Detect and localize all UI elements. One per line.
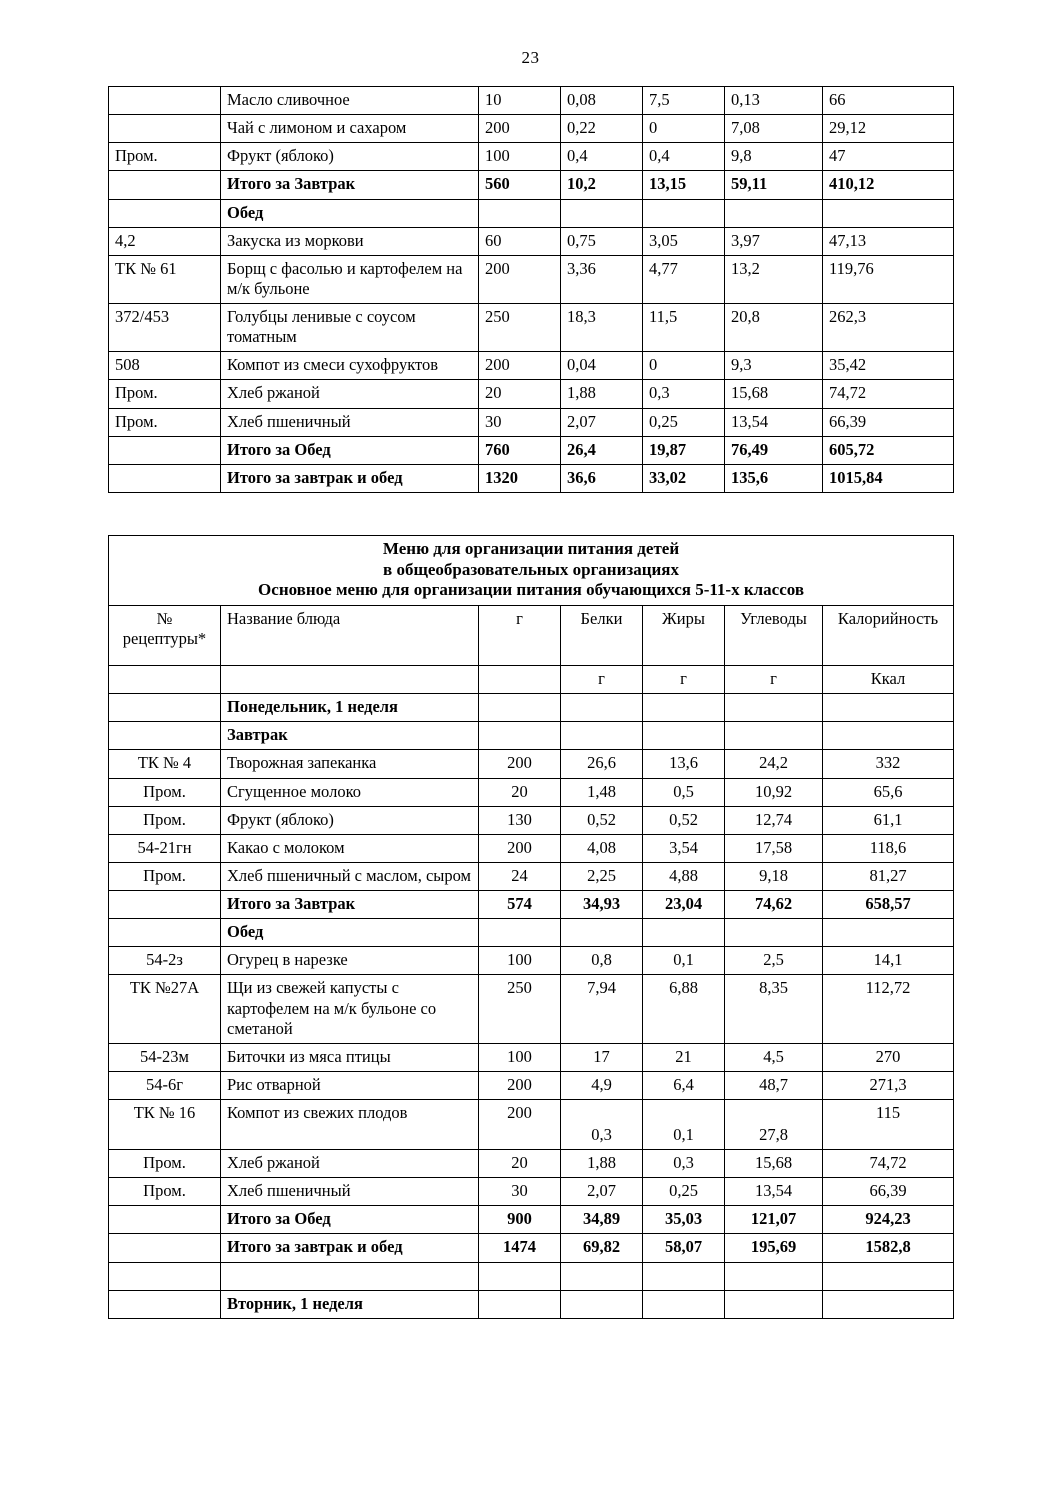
- cell-proteins: 26,6: [561, 750, 643, 778]
- cell-carbs: 10,92: [725, 778, 823, 806]
- header-fats: Жиры: [643, 606, 725, 666]
- cell-dish-name: Хлеб ржаной: [221, 380, 479, 408]
- cell-calories: 1015,84: [823, 464, 954, 492]
- cell-recipe-no: Пром.: [109, 143, 221, 171]
- cell-carbs: 12,74: [725, 806, 823, 834]
- table-row: [109, 115, 954, 143]
- cell-carbs: 24,2: [725, 750, 823, 778]
- table-row: [109, 1262, 954, 1290]
- cell-fats: [643, 694, 725, 722]
- cell-fats: 6,88: [643, 975, 725, 1043]
- cell-dish-name: Фрукт (яблоко): [221, 143, 479, 171]
- cell-proteins: 2,07: [561, 1178, 643, 1206]
- cell-carbs: 9,18: [725, 862, 823, 890]
- cell-dish-name: Понедельник, 1 неделя: [221, 694, 479, 722]
- cell-carbs: [725, 694, 823, 722]
- cell-fats: 0,1: [643, 1100, 725, 1150]
- cell-carbs: [725, 199, 823, 227]
- cell-dish-name: Голубцы ленивые с соусом томатным: [221, 304, 479, 352]
- table-row: [109, 722, 954, 750]
- table-row: [109, 171, 954, 199]
- cell-recipe-no: Пром.: [109, 1150, 221, 1178]
- header-proteins: Белки: [561, 606, 643, 666]
- cell-carbs: 27,8: [725, 1100, 823, 1150]
- cell-carbs: 59,11: [725, 171, 823, 199]
- cell-recipe-no: [109, 1234, 221, 1262]
- units-grams: [479, 666, 561, 694]
- cell-calories: 605,72: [823, 436, 954, 464]
- cell-grams: 200: [479, 255, 561, 303]
- table-row: [109, 694, 954, 722]
- cell-grams: [479, 919, 561, 947]
- title-line-3: Основное меню для организации питания обучающихся 5-11-х классов: [258, 580, 805, 600]
- cell-proteins: 0,3: [561, 1100, 643, 1150]
- table-row: [109, 1071, 954, 1099]
- table-row: [109, 199, 954, 227]
- cell-dish-name: Итого за Обед: [221, 436, 479, 464]
- header-recipe-no: № рецептуры*: [109, 606, 221, 666]
- menu-table-1-wrap: [108, 86, 953, 493]
- cell-fats: 0: [643, 352, 725, 380]
- cell-dish-name: Щи из свежей капусты с картофелем на м/к бульоне со сметаной: [221, 975, 479, 1043]
- cell-recipe-no: [109, 436, 221, 464]
- cell-proteins: 34,93: [561, 891, 643, 919]
- cell-fats: 33,02: [643, 464, 725, 492]
- cell-proteins: 1,88: [561, 1150, 643, 1178]
- cell-fats: 58,07: [643, 1234, 725, 1262]
- cell-fats: 4,88: [643, 862, 725, 890]
- cell-recipe-no: [109, 1290, 221, 1318]
- table-row: [109, 975, 954, 1043]
- header-dish-name: Название блюда: [221, 606, 479, 666]
- cell-grams: 24: [479, 862, 561, 890]
- menu-table-2-wrap: [108, 535, 953, 1319]
- header-grams: г: [479, 606, 561, 666]
- cell-grams: 20: [479, 778, 561, 806]
- cell-grams: 250: [479, 975, 561, 1043]
- cell-calories: 74,72: [823, 380, 954, 408]
- cell-calories: 35,42: [823, 352, 954, 380]
- cell-carbs: 121,07: [725, 1206, 823, 1234]
- cell-proteins: 18,3: [561, 304, 643, 352]
- cell-recipe-no: 372/453: [109, 304, 221, 352]
- cell-grams: 574: [479, 891, 561, 919]
- cell-fats: 3,54: [643, 834, 725, 862]
- cell-carbs: 13,54: [725, 408, 823, 436]
- units-proteins: г: [561, 666, 643, 694]
- menu-table-1: [108, 86, 954, 493]
- table-row: [109, 464, 954, 492]
- cell-dish-name: Итого за Завтрак: [221, 891, 479, 919]
- title-line-1: Меню для организации питания детей: [382, 538, 680, 558]
- cell-carbs: 8,35: [725, 975, 823, 1043]
- cell-calories: 66: [823, 87, 954, 115]
- cell-carbs: 74,62: [725, 891, 823, 919]
- table-row: [109, 806, 954, 834]
- table-row: [109, 304, 954, 352]
- cell-calories: 410,12: [823, 171, 954, 199]
- cell-dish-name: Сгущенное молоко: [221, 778, 479, 806]
- cell-proteins: [561, 722, 643, 750]
- cell-carbs: 0,13: [725, 87, 823, 115]
- cell-fats: [643, 1290, 725, 1318]
- cell-fats: 6,4: [643, 1071, 725, 1099]
- cell-calories: 47: [823, 143, 954, 171]
- cell-proteins: 0,4: [561, 143, 643, 171]
- cell-carbs: [725, 722, 823, 750]
- cell-grams: 200: [479, 750, 561, 778]
- cell-recipe-no: ТК № 16: [109, 1100, 221, 1150]
- cell-dish-name: Творожная запеканка: [221, 750, 479, 778]
- cell-recipe-no: ТК №27А: [109, 975, 221, 1043]
- title-line-2: в общеобразовательных организациях: [383, 559, 680, 579]
- cell-grams: 200: [479, 1100, 561, 1150]
- cell-dish-name: Компот из свежих плодов: [221, 1100, 479, 1150]
- cell-calories: 29,12: [823, 115, 954, 143]
- cell-grams: 20: [479, 380, 561, 408]
- cell-calories: 81,27: [823, 862, 954, 890]
- cell-proteins: 2,25: [561, 862, 643, 890]
- cell-recipe-no: Пром.: [109, 380, 221, 408]
- cell-fats: [643, 1262, 725, 1290]
- cell-carbs: [725, 919, 823, 947]
- cell-fats: 0,25: [643, 408, 725, 436]
- cell-calories: 66,39: [823, 408, 954, 436]
- cell-proteins: [561, 919, 643, 947]
- cell-carbs: 48,7: [725, 1071, 823, 1099]
- table2-header-row: [109, 606, 954, 666]
- cell-fats: 0: [643, 115, 725, 143]
- cell-proteins: 26,4: [561, 436, 643, 464]
- cell-fats: 23,04: [643, 891, 725, 919]
- cell-carbs: [725, 1262, 823, 1290]
- cell-recipe-no: [109, 1262, 221, 1290]
- cell-fats: 0,3: [643, 380, 725, 408]
- cell-fats: 0,4: [643, 143, 725, 171]
- cell-calories: 271,3: [823, 1071, 954, 1099]
- cell-proteins: 0,75: [561, 227, 643, 255]
- cell-proteins: 3,36: [561, 255, 643, 303]
- cell-dish-name: Вторник, 1 неделя: [221, 1290, 479, 1318]
- cell-recipe-no: [109, 199, 221, 227]
- cell-grams: 560: [479, 171, 561, 199]
- cell-calories: 1582,8: [823, 1234, 954, 1262]
- cell-carbs: 9,8: [725, 143, 823, 171]
- table-row: [109, 862, 954, 890]
- cell-dish-name: Обед: [221, 919, 479, 947]
- cell-recipe-no: 54-2з: [109, 947, 221, 975]
- cell-fats: [643, 199, 725, 227]
- cell-carbs: 2,5: [725, 947, 823, 975]
- cell-recipe-no: [109, 1206, 221, 1234]
- cell-grams: 60: [479, 227, 561, 255]
- cell-carbs: 15,68: [725, 1150, 823, 1178]
- cell-fats: 0,25: [643, 1178, 725, 1206]
- cell-carbs: 15,68: [725, 380, 823, 408]
- cell-proteins: 0,04: [561, 352, 643, 380]
- units-fats: г: [643, 666, 725, 694]
- cell-proteins: 0,52: [561, 806, 643, 834]
- cell-fats: 7,5: [643, 87, 725, 115]
- cell-proteins: 10,2: [561, 171, 643, 199]
- cell-fats: 11,5: [643, 304, 725, 352]
- table-row: [109, 380, 954, 408]
- cell-fats: 3,05: [643, 227, 725, 255]
- cell-calories: [823, 1290, 954, 1318]
- table-row: [109, 778, 954, 806]
- table-row: [109, 1234, 954, 1262]
- table-row: [109, 1100, 954, 1150]
- cell-grams: 900: [479, 1206, 561, 1234]
- cell-calories: [823, 199, 954, 227]
- cell-carbs: 76,49: [725, 436, 823, 464]
- cell-grams: 10: [479, 87, 561, 115]
- cell-recipe-no: 54-6г: [109, 1071, 221, 1099]
- cell-fats: 0,5: [643, 778, 725, 806]
- cell-fats: 21: [643, 1043, 725, 1071]
- cell-grams: [479, 722, 561, 750]
- cell-grams: [479, 1262, 561, 1290]
- cell-calories: 118,6: [823, 834, 954, 862]
- cell-proteins: 34,89: [561, 1206, 643, 1234]
- cell-carbs: [725, 1290, 823, 1318]
- cell-proteins: 0,08: [561, 87, 643, 115]
- table-row: [109, 408, 954, 436]
- cell-dish-name: Рис отварной: [221, 1071, 479, 1099]
- cell-dish-name: Какао с молоком: [221, 834, 479, 862]
- cell-fats: 0,1: [643, 947, 725, 975]
- cell-proteins: [561, 1262, 643, 1290]
- table-row: [109, 352, 954, 380]
- cell-calories: [823, 722, 954, 750]
- cell-carbs: 13,54: [725, 1178, 823, 1206]
- cell-calories: 61,1: [823, 806, 954, 834]
- cell-fats: 13,15: [643, 171, 725, 199]
- cell-recipe-no: [109, 464, 221, 492]
- cell-dish-name: Хлеб пшеничный: [221, 1178, 479, 1206]
- cell-recipe-no: 4,2: [109, 227, 221, 255]
- table-row: [109, 87, 954, 115]
- cell-recipe-no: [109, 87, 221, 115]
- cell-fats: 0,3: [643, 1150, 725, 1178]
- cell-recipe-no: [109, 115, 221, 143]
- table-row: [109, 1290, 954, 1318]
- cell-calories: 262,3: [823, 304, 954, 352]
- cell-proteins: [561, 694, 643, 722]
- cell-proteins: 4,08: [561, 834, 643, 862]
- cell-carbs: 13,2: [725, 255, 823, 303]
- cell-grams: 200: [479, 834, 561, 862]
- cell-grams: 100: [479, 1043, 561, 1071]
- page-number: 23: [521, 48, 540, 67]
- cell-proteins: 0,22: [561, 115, 643, 143]
- cell-carbs: 7,08: [725, 115, 823, 143]
- cell-dish-name: Хлеб ржаной: [221, 1150, 479, 1178]
- table-row: [109, 1150, 954, 1178]
- cell-recipe-no: Пром.: [109, 408, 221, 436]
- cell-grams: 100: [479, 947, 561, 975]
- cell-dish-name: Биточки из мяса птицы: [221, 1043, 479, 1071]
- cell-fats: [643, 919, 725, 947]
- table-row: [109, 834, 954, 862]
- cell-grams: 250: [479, 304, 561, 352]
- cell-fats: 19,87: [643, 436, 725, 464]
- cell-proteins: [561, 199, 643, 227]
- cell-recipe-no: Пром.: [109, 806, 221, 834]
- cell-dish-name: Огурец в нарезке: [221, 947, 479, 975]
- cell-dish-name: Итого за Завтрак: [221, 171, 479, 199]
- cell-dish-name: Масло сливочное: [221, 87, 479, 115]
- table-row: [109, 1178, 954, 1206]
- cell-dish-name: Борщ с фасолью и картофелем на м/к бульоне: [221, 255, 479, 303]
- cell-proteins: 17: [561, 1043, 643, 1071]
- cell-calories: [823, 694, 954, 722]
- cell-proteins: 1,88: [561, 380, 643, 408]
- cell-dish-name: Итого за завтрак и обед: [221, 464, 479, 492]
- cell-calories: 66,39: [823, 1178, 954, 1206]
- cell-proteins: 1,48: [561, 778, 643, 806]
- table-spacer: [0, 493, 1061, 535]
- cell-fats: [643, 722, 725, 750]
- cell-recipe-no: [109, 891, 221, 919]
- cell-grams: 760: [479, 436, 561, 464]
- cell-dish-name: Итого за завтрак и обед: [221, 1234, 479, 1262]
- cell-recipe-no: [109, 171, 221, 199]
- table-row: [109, 750, 954, 778]
- cell-recipe-no: 508: [109, 352, 221, 380]
- cell-calories: 658,57: [823, 891, 954, 919]
- cell-grams: 100: [479, 143, 561, 171]
- cell-recipe-no: ТК № 61: [109, 255, 221, 303]
- cell-dish-name: Обед: [221, 199, 479, 227]
- cell-calories: 270: [823, 1043, 954, 1071]
- cell-dish-name: Итого за Обед: [221, 1206, 479, 1234]
- header-carbs: Углеводы: [725, 606, 823, 666]
- units-calories: Ккал: [823, 666, 954, 694]
- table-row: [109, 919, 954, 947]
- cell-carbs: 3,97: [725, 227, 823, 255]
- cell-dish-name: Компот из смеси сухофруктов: [221, 352, 479, 380]
- cell-grams: [479, 1290, 561, 1318]
- cell-carbs: 20,8: [725, 304, 823, 352]
- cell-proteins: 2,07: [561, 408, 643, 436]
- cell-grams: 1474: [479, 1234, 561, 1262]
- cell-grams: 30: [479, 408, 561, 436]
- cell-calories: 65,6: [823, 778, 954, 806]
- table-row: [109, 891, 954, 919]
- cell-proteins: 7,94: [561, 975, 643, 1043]
- cell-proteins: 36,6: [561, 464, 643, 492]
- units-recipe-no: [109, 666, 221, 694]
- cell-grams: 20: [479, 1150, 561, 1178]
- cell-calories: 119,76: [823, 255, 954, 303]
- units-dish-name: [221, 666, 479, 694]
- cell-grams: 30: [479, 1178, 561, 1206]
- cell-recipe-no: Пром.: [109, 1178, 221, 1206]
- cell-fats: 13,6: [643, 750, 725, 778]
- cell-carbs: 195,69: [725, 1234, 823, 1262]
- cell-fats: 0,52: [643, 806, 725, 834]
- cell-grams: [479, 199, 561, 227]
- cell-calories: 47,13: [823, 227, 954, 255]
- cell-dish-name: Завтрак: [221, 722, 479, 750]
- cell-calories: 14,1: [823, 947, 954, 975]
- cell-carbs: 9,3: [725, 352, 823, 380]
- cell-carbs: 4,5: [725, 1043, 823, 1071]
- units-carbs: г: [725, 666, 823, 694]
- cell-grams: 200: [479, 1071, 561, 1099]
- table-row: [109, 143, 954, 171]
- cell-calories: 112,72: [823, 975, 954, 1043]
- table-row: [109, 227, 954, 255]
- cell-dish-name: Хлеб пшеничный с маслом, сыром: [221, 862, 479, 890]
- cell-grams: 200: [479, 352, 561, 380]
- table-row: [109, 1043, 954, 1071]
- cell-calories: 924,23: [823, 1206, 954, 1234]
- cell-grams: [479, 694, 561, 722]
- cell-recipe-no: 54-23м: [109, 1043, 221, 1071]
- cell-grams: 130: [479, 806, 561, 834]
- cell-proteins: [561, 1290, 643, 1318]
- cell-grams: 1320: [479, 464, 561, 492]
- cell-calories: [823, 1262, 954, 1290]
- table2-units-row: [109, 666, 954, 694]
- cell-dish-name: Закуска из моркови: [221, 227, 479, 255]
- cell-proteins: 4,9: [561, 1071, 643, 1099]
- cell-dish-name: [221, 1262, 479, 1290]
- table-row: [109, 255, 954, 303]
- cell-dish-name: Хлеб пшеничный: [221, 408, 479, 436]
- cell-calories: 115: [823, 1100, 954, 1150]
- cell-calories: 74,72: [823, 1150, 954, 1178]
- cell-recipe-no: [109, 722, 221, 750]
- cell-fats: 35,03: [643, 1206, 725, 1234]
- cell-proteins: 0,8: [561, 947, 643, 975]
- cell-calories: [823, 919, 954, 947]
- cell-recipe-no: Пром.: [109, 778, 221, 806]
- cell-dish-name: Чай с лимоном и сахаром: [221, 115, 479, 143]
- table-row: [109, 1206, 954, 1234]
- cell-fats: 4,77: [643, 255, 725, 303]
- cell-recipe-no: 54-21гн: [109, 834, 221, 862]
- table-row: [109, 947, 954, 975]
- cell-carbs: 17,58: [725, 834, 823, 862]
- menu-table-2: [108, 535, 954, 1319]
- cell-calories: 332: [823, 750, 954, 778]
- cell-carbs: 135,6: [725, 464, 823, 492]
- cell-grams: 200: [479, 115, 561, 143]
- cell-recipe-no: ТК № 4: [109, 750, 221, 778]
- cell-recipe-no: [109, 919, 221, 947]
- cell-recipe-no: Пром.: [109, 862, 221, 890]
- cell-dish-name: Фрукт (яблоко): [221, 806, 479, 834]
- header-calories: Калорийность: [823, 606, 954, 666]
- cell-recipe-no: [109, 694, 221, 722]
- table2-title-row: [109, 535, 954, 605]
- cell-proteins: 69,82: [561, 1234, 643, 1262]
- table2-title: [109, 535, 954, 605]
- table-row: [109, 436, 954, 464]
